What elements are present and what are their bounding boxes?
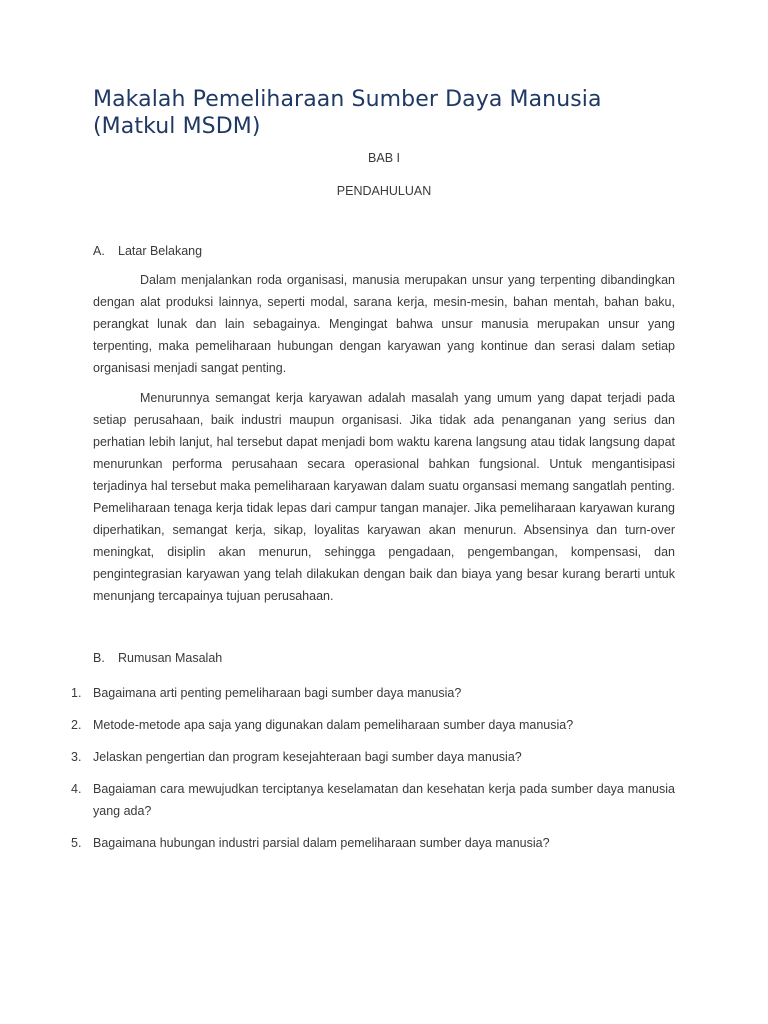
- paragraph: Menurunnya semangat kerja karyawan adalah masalah yang umum yang dapat terjadi pada setiap perusahaan, baik industri maupun organisasi. Jika tidak ada penanganan yang serius dan perhatian lebih lanjut, hal tersebut dapat menjadi bom waktu karena langsung atau tidak langsung dapat menurunkan performa perusahaan secara operasional bahkan fungsional. Untuk mengantisipasi terjadinya hal tersebut maka pemeliharaan karyawan dalam suatu organsasi memang sangatlah penting. Pemeliharaan tenaga kerja tidak lepas dari campur tangan manajer. Jika pemeliharaan karyawan kurang diperhatikan, semangat kerja, sikap, loyalitas karyawan akan menurun. Absensinya dan turn-over meningkat, disiplin akan menurun, sehingga pengadaan, pengembangan, kompensasi, dan pengintegrasian karyawan yang telah dilakukan dengan baik dan biaya yang besar kurang berarti untuk menunjang tercapainya tujuan perusahaan.: [93, 391, 675, 603]
- section-a-title: Latar Belakang: [118, 244, 203, 258]
- list-text: Metode-metode apa saja yang digunakan dalam pemeliharaan sumber daya manusia?: [93, 718, 574, 732]
- list-item: [71, 682, 675, 704]
- list-number: 1.: [71, 686, 82, 700]
- list-text: Jelaskan pengertian dan program kesejahteraan bagi sumber daya manusia?: [93, 750, 522, 764]
- list-number: 3.: [71, 750, 82, 764]
- problem-list: [71, 682, 675, 854]
- chapter-label: BAB I: [368, 151, 400, 165]
- list-text: Bagaimana arti penting pemeliharaan bagi sumber daya manusia?: [93, 686, 462, 700]
- list-item: [71, 746, 675, 768]
- list-item: [71, 832, 675, 854]
- chapter-title: PENDAHULUAN: [336, 184, 432, 198]
- section-b-title: Rumusan Masalah: [118, 651, 223, 665]
- section-b-letter: B.: [93, 651, 105, 665]
- paragraph: Dalam menjalankan roda organisasi, manusia merupakan unsur yang terpenting dibandingkan dengan alat produksi lainnya, seperti modal, sarana kerja, mesin-mesin, bahan mentah, bahan baku, perangkat lunak dan lain sebagainya. Mengingat bahwa unsur manusia merupakan unsur yang terpenting, maka pemeliharaan hubungan dengan karyawan yang kontinue dan serasi dalam setiap organisasi menjadi sangat penting.: [93, 273, 675, 375]
- list-item: [71, 714, 675, 736]
- list-number: 2.: [71, 718, 82, 732]
- list-text: Bagaiaman cara mewujudkan terciptanya keselamatan dan kesehatan kerja pada sumber daya manusia yang ada?: [93, 782, 675, 818]
- section-a-heading: [93, 244, 675, 258]
- list-number: 4.: [71, 782, 82, 796]
- list-text: Bagaimana hubungan industri parsial dalam pemeliharaan sumber daya manusia?: [93, 836, 550, 850]
- section-b-heading: [93, 651, 675, 665]
- list-item: [71, 778, 675, 822]
- document-title: Makalah Pemeliharaan Sumber Daya Manusia (Matkul MSDM): [93, 87, 602, 139]
- section-a-letter: A.: [93, 244, 105, 258]
- list-number: 5.: [71, 836, 82, 850]
